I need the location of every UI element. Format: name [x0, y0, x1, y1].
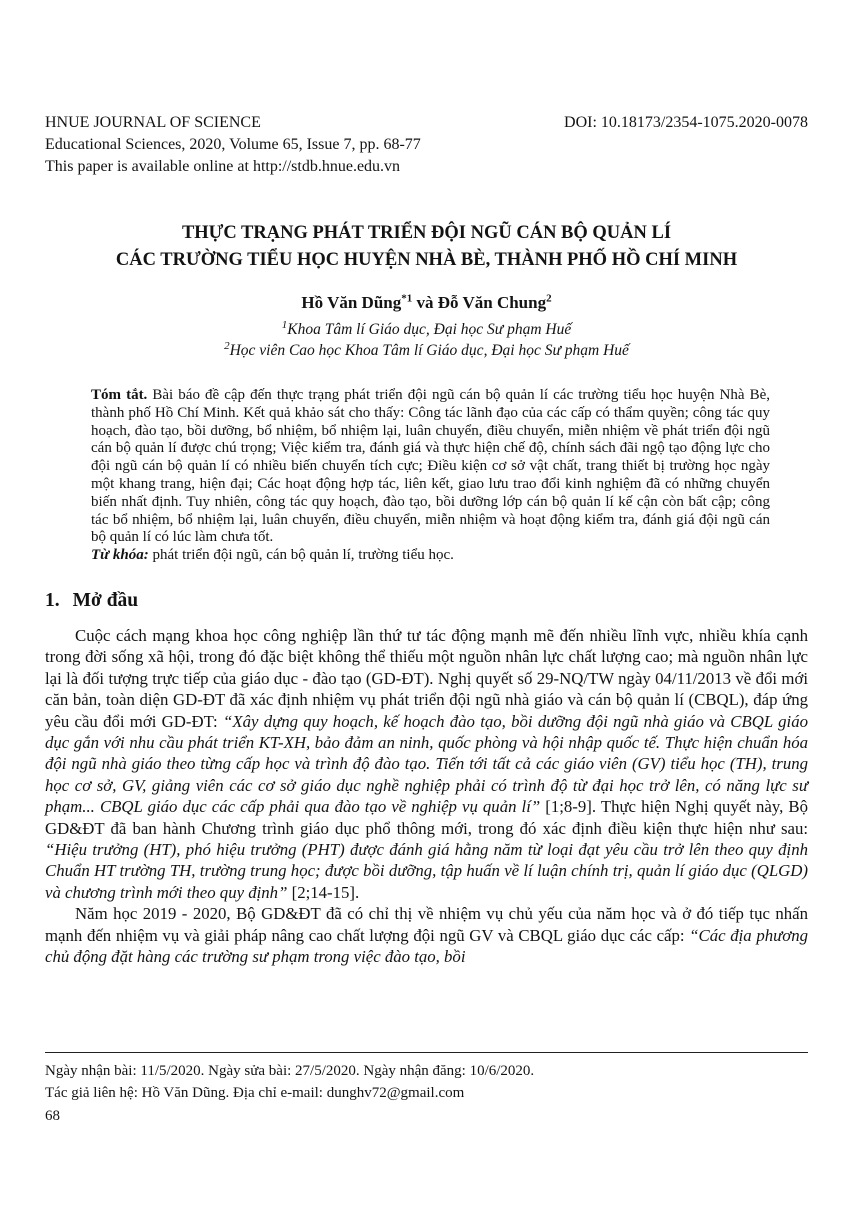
availability-line	[45, 156, 808, 178]
keywords-text: phát triển đội ngũ, cán bộ quản lí, trường tiểu học.	[148, 547, 454, 564]
author-2: Đỗ Văn Chung	[437, 293, 547, 312]
abstract-text: Bài báo đề cập đến thực trạng phát triển đội ngũ cán bộ quản lí các trường tiểu học huyện Nhà Bè, thành phố Hồ Chí Minh. Kết quả khảo sát cho thấy: Công tác lãnh đạo của các cấp có thẩm quyền; công tác quy hoạch, đào tạo, bồi dưỡng, bổ nhiệm, bổ nhiệm lại, luân chuyển, điều chuyển, miễn nhiệm về phát triển đội ngũ cán bộ quản lí được chú trọng; Việc kiểm tra, đánh giá và thực hiện chế độ, chính sách đãi ngộ tạo động lực cho đội ngũ cán bộ quản lí có nhiều biến chuyển tích cực; Điều kiện cơ sở vật chất, trang thiết bị trường học ngày một khang trang, hiện đại; Các hoạt động hợp tác, liên kết, giao lưu trao đổi kinh nghiệm đã có những chuyển biến nhất định. Tuy nhiên, công tác quy hoạch, đào tạo, bồi dưỡng lớp cán bộ quản lí kế cận còn bất cập; công tác bổ nhiệm, bổ nhiệm lại, luân chuyển, điều chuyển, miễn nhiệm và hoạt động kiểm tra, đánh giá đội ngũ cán bộ quản lí có lúc làm chưa tốt.	[91, 387, 770, 546]
availability-text: This paper is available online at	[45, 158, 253, 175]
paper-title-line1: THỰC TRẠNG PHÁT TRIỂN ĐỘI NGŨ CÁN BỘ QUẢN LÍ	[181, 223, 672, 243]
journal-name: HNUE JOURNAL OF SCIENCE	[45, 114, 261, 131]
paper-title-line2: CÁC TRƯỜNG TIỂU HỌC HUYỆN NHÀ BÈ, THÀNH PHỐ HỒ CHÍ MINH	[115, 250, 738, 270]
affiliation-1-superscript: 1	[281, 318, 288, 331]
section-1-number: 1.	[45, 589, 60, 611]
contact-email[interactable]: dunghv72@gmail.com	[326, 1085, 465, 1101]
author-1: Hồ Văn Dũng	[301, 293, 402, 312]
section-1-paragraph-2	[45, 903, 808, 967]
paragraph-1-text-b: [1;8-9]. Thực hiện Nghị quyết này, Bộ GD&ĐT đã ban hành Chương trình giáo dục phổ thông mới, trong đó xác định điều kiện thực hiện như sau:	[45, 797, 808, 838]
journal-header	[45, 112, 808, 178]
affiliation-1-text: Khoa Tâm lí Giáo dục, Đại học Sư phạm Huế	[287, 321, 572, 338]
section-1-title: Mở đầu	[72, 589, 139, 611]
paragraph-2-text: Năm học 2019 - 2020, Bộ GD&ĐT đã có chỉ thị về nhiệm vụ chủ yếu của năm học và ở đó tiếp tục nhấn mạnh đến nhiệm vụ và giải pháp nâng cao chất lượng đội ngũ GV và CBQL giáo dục các cấp:	[45, 904, 808, 945]
paragraph-1-text-a: Cuộc cách mạng khoa học công nghiệp lần thứ tư tác động mạnh mẽ đến nhiều lĩnh vực, nhiều khía cạnh trong đời sống xã hội, trong đó đặc biệt không thể thiếu một nguồn nhân lực chất lượng cao; mà nguồn nhân lực lại là đối tượng trực tiếp của giáo dục - đào tạo (GD-ĐT). Nghị quyết số 29-NQ/TW ngày 04/11/2013 về đổi mới căn bản, toàn diện GD-ĐT đã xác định nhiệm vụ phát triển đội ngũ nhà giáo và cán bộ quản lí (CBQL), đáp ứng yêu cầu đổi mới GD-ĐT:	[45, 625, 808, 731]
affiliation-1	[45, 319, 808, 340]
page-number: 68	[45, 1108, 60, 1124]
paragraph-1-quote-1: “Xây dựng quy hoạch, kế hoạch đào tạo, bồi dưỡng đội ngũ nhà giáo và CBQL giáo dục gắn với nhu cầu phát triển KT-XH, bảo đảm an ninh, quốc phòng và hội nhập quốc tế. Thực hiện chuẩn hóa đội ngũ nhà giáo theo từng cấp học và trình độ đào tạo. Tiến tới tất cả các giáo viên (GV) tiểu học (TH), trung học cơ sở, GV, giảng viên các cơ sở giáo dục nghề nghiệp phải có trình độ từ đại học trở lên, có năng lực sư phạm... CBQL giáo dục các cấp phải qua đào tạo về nghiệp vụ quản lí”	[45, 711, 808, 817]
affiliation-2-superscript: 2	[224, 339, 230, 352]
abstract-label: Tóm tắt.	[91, 387, 148, 403]
abstract-paragraph	[91, 387, 770, 547]
paragraph-1-text-c: [2;14-15].	[287, 882, 360, 902]
abstract-block	[91, 387, 770, 565]
paper-title	[45, 220, 808, 274]
keywords-label: Từ khóa:	[91, 547, 149, 564]
affiliation-2	[45, 340, 808, 361]
section-1-heading	[45, 589, 808, 613]
author-1-superscript: *1	[401, 292, 413, 305]
paragraph-1-quote-2: “Hiệu trưởng (HT), phó hiệu trưởng (PHT) được đánh giá hằng năm từ loại đạt yêu cầu trở lên theo quy định Chuẩn HT trường TH, trường trung học; được bồi dưỡng, tập huấn về lí luận chính trị, quản lí giáo dục (QLGD) và chương trình mới theo quy định”	[45, 840, 808, 902]
availability-url[interactable]: http://stdb.hnue.edu.vn	[252, 158, 401, 175]
contact-text: Tác giả liên hệ: Hồ Văn Dũng. Địa chỉ e-mail:	[45, 1085, 327, 1101]
authors-line	[45, 292, 808, 314]
dates-line: Ngày nhận bài: 11/5/2020. Ngày sửa bài: 27/5/2020. Ngày nhận đăng: 10/6/2020.	[45, 1063, 535, 1079]
section-1-paragraph-1	[45, 625, 808, 903]
paragraph-2-quote: “Các địa phương chủ động đặt hàng các trường sư phạm trong việc đào tạo, bồi	[45, 925, 808, 967]
footnote-block	[45, 1052, 808, 1104]
affiliation-2-text: Học viên Cao học Khoa Tâm lí Giáo dục, Đại học Sư phạm Huế	[229, 342, 629, 359]
keywords-line	[91, 547, 770, 565]
issue-line: Educational Sciences, 2020, Volume 65, Issue 7, pp. 68-77	[45, 136, 421, 153]
contact-line	[45, 1082, 808, 1104]
authors-separator: và	[412, 293, 438, 312]
doi: DOI: 10.18173/2354-1075.2020-0078	[564, 114, 808, 131]
author-2-superscript: 2	[546, 292, 552, 305]
